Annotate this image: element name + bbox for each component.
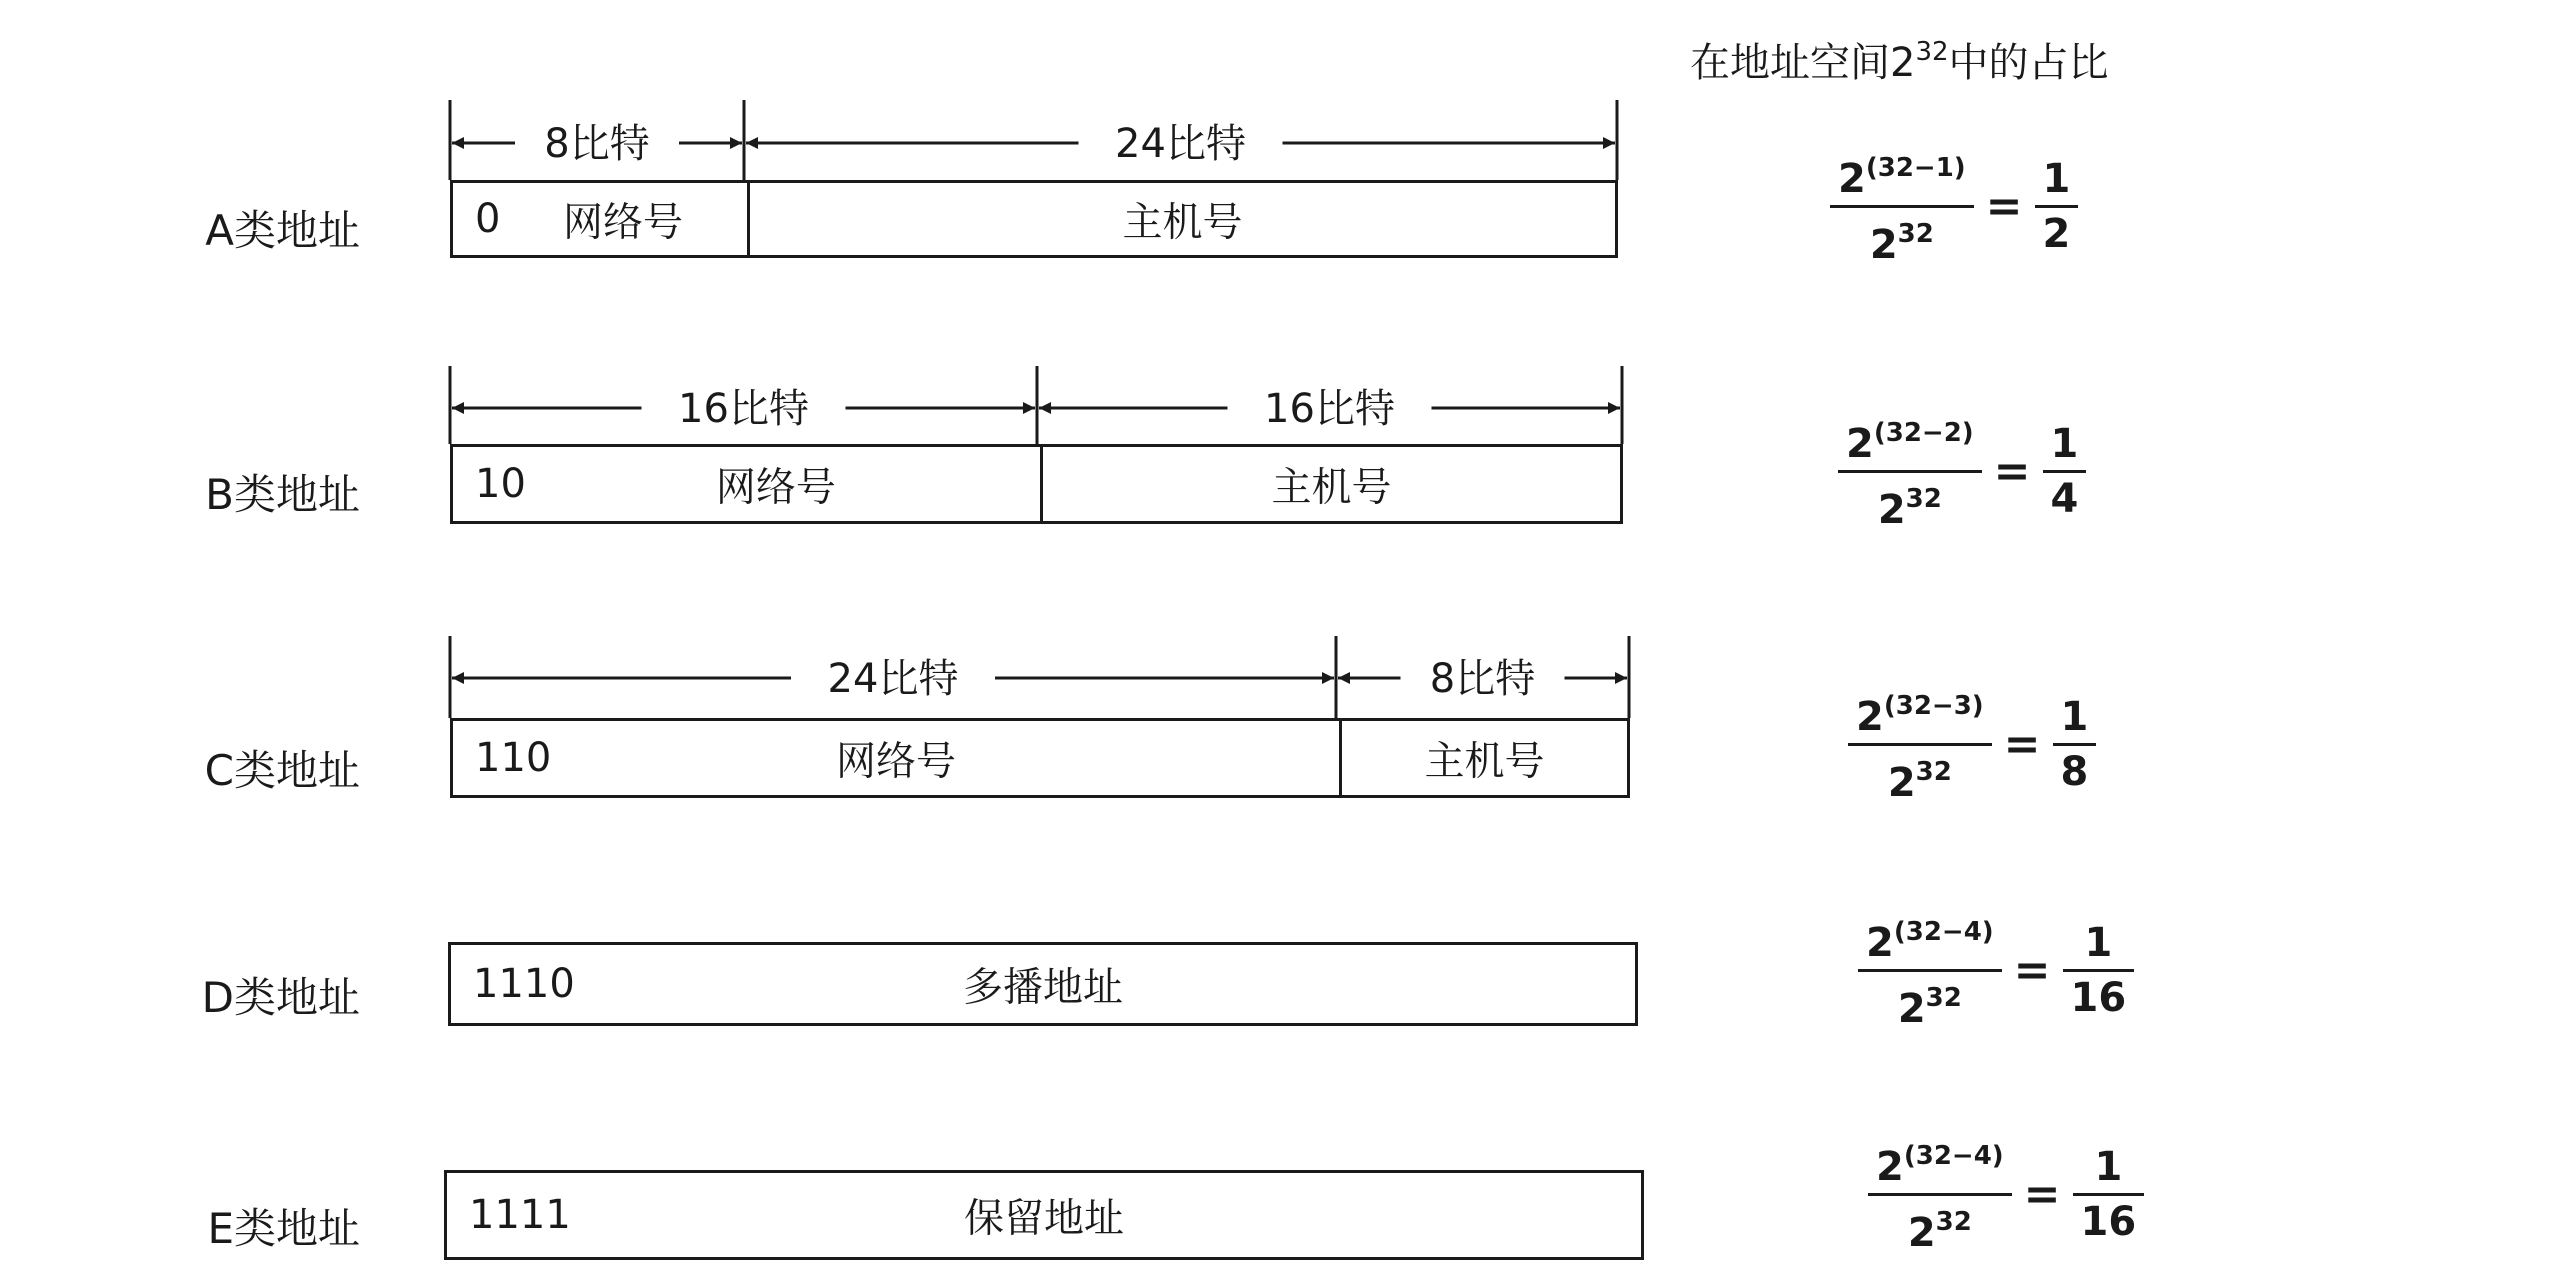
class-c-ratio-result [2053, 691, 2097, 798]
equals-sign: = [1985, 181, 2023, 232]
class-e-ratio-denominator: $2^{32}$ [1907, 1207, 1972, 1256]
class-c-address-box [450, 718, 1630, 798]
header-exponent: 32 [1915, 37, 1949, 67]
class-a-result-numerator: 1 [2042, 156, 2071, 202]
ratio-column-header [1690, 22, 2109, 93]
class-b-ratio-denominator: $2^{32}$ [1877, 484, 1942, 533]
class-a-bit-width-label: 24比特 [1115, 121, 1246, 167]
class-c-host-label: 主机号 [1424, 738, 1545, 785]
class-b-ratio-result [2043, 418, 2087, 525]
class-c-ratio-fraction [1848, 680, 1992, 809]
class-c-ratio [1848, 680, 2096, 809]
class-e-label: E类地址 [207, 1204, 360, 1253]
header-text: 在地址空间2 [1690, 40, 1916, 86]
class-e-ratio-numerator: $2^{(32-4)}$ [1876, 1141, 2004, 1190]
class-d-result-denominator: 16 [2070, 975, 2127, 1021]
class-e-prefix: 1111 [469, 1192, 571, 1238]
class-c-network-label: 网络号 [836, 738, 956, 785]
class-b-label: B类地址 [205, 470, 360, 519]
class-e-ratio [1868, 1130, 2144, 1259]
class-a-address-box [450, 180, 1618, 258]
class-c-bit-width-label: 24比特 [827, 656, 959, 702]
class-d-multicast-label: 多播地址 [963, 964, 1123, 1011]
class-d-label: D类地址 [201, 973, 360, 1022]
equals-sign: = [2003, 719, 2041, 770]
class-b-prefix: 10 [475, 461, 526, 507]
class-a-ratio-numerator: $2^{(32-1)}$ [1838, 153, 1966, 202]
class-c-ratio-numerator: $2^{(32-3)}$ [1856, 691, 1984, 740]
class-a-label: A类地址 [205, 206, 360, 255]
class-b-host-segment [1040, 447, 1620, 521]
class-d-ratio-result [2063, 917, 2135, 1024]
class-c-label: C类地址 [204, 746, 360, 795]
class-e-result-numerator: 1 [2094, 1144, 2123, 1190]
class-a-ratio-result [2035, 153, 2079, 260]
class-b-ratio [1838, 407, 2086, 536]
class-b-ratio-numerator: $2^{(32-2)}$ [1846, 418, 1974, 467]
class-b-ratio-fraction [1838, 407, 1982, 536]
class-b-bit-width-label: 16比特 [1264, 386, 1395, 432]
class-d-address-box [448, 942, 1638, 1026]
class-e-ratio-fraction [1868, 1130, 2012, 1259]
class-d-result-numerator: 1 [2084, 920, 2113, 966]
class-b-host-label: 主机号 [1271, 464, 1392, 511]
class-a-prefix: 0 [475, 196, 501, 242]
class-b-network-label: 网络号 [715, 464, 836, 511]
class-e-reserved-label: 保留地址 [964, 1195, 1124, 1242]
class-c-host-segment [1339, 721, 1627, 795]
class-e-result-denominator: 16 [2080, 1199, 2137, 1245]
equals-sign: = [1993, 446, 2031, 497]
class-a-result-denominator: 2 [2042, 211, 2071, 257]
equals-sign: = [2013, 945, 2051, 996]
class-a-ratio-denominator: $2^{32}$ [1869, 219, 1934, 268]
class-a-host-segment [747, 183, 1615, 255]
class-d-ratio-denominator: $2^{32}$ [1897, 983, 1962, 1032]
class-e-ratio-result [2073, 1141, 2145, 1248]
class-b-network-segment [453, 447, 1040, 521]
class-a-network-label: 网络号 [563, 199, 683, 246]
class-a-host-label: 主机号 [1122, 199, 1243, 246]
class-a-ratio [1830, 142, 2078, 271]
class-d-prefix: 1110 [473, 961, 575, 1007]
class-c-result-numerator: 1 [2060, 694, 2089, 740]
class-d-ratio-fraction [1858, 906, 2002, 1035]
class-c-result-denominator: 8 [2060, 749, 2089, 795]
class-c-prefix: 110 [475, 735, 552, 781]
class-e-reserved-segment [447, 1173, 1641, 1257]
header-text-after: 中的占比 [1948, 40, 2109, 86]
class-c-network-segment [453, 721, 1339, 795]
class-b-bit-width-label: 16比特 [678, 386, 809, 432]
class-b-result-numerator: 1 [2050, 421, 2079, 467]
equals-sign: = [2023, 1169, 2061, 1220]
class-a-network-segment [453, 183, 747, 255]
class-d-multicast-segment [451, 945, 1635, 1023]
class-d-ratio-numerator: $2^{(32-4)}$ [1866, 917, 1994, 966]
class-c-ratio-denominator: $2^{32}$ [1887, 757, 1952, 806]
class-a-ratio-fraction [1830, 142, 1974, 271]
class-d-ratio [1858, 906, 2134, 1035]
class-b-address-box [450, 444, 1623, 524]
class-b-result-denominator: 4 [2050, 476, 2079, 522]
class-c-bit-width-label: 8比特 [1429, 656, 1536, 702]
class-a-bit-width-label: 8比特 [544, 121, 650, 167]
class-e-address-box [444, 1170, 1644, 1260]
